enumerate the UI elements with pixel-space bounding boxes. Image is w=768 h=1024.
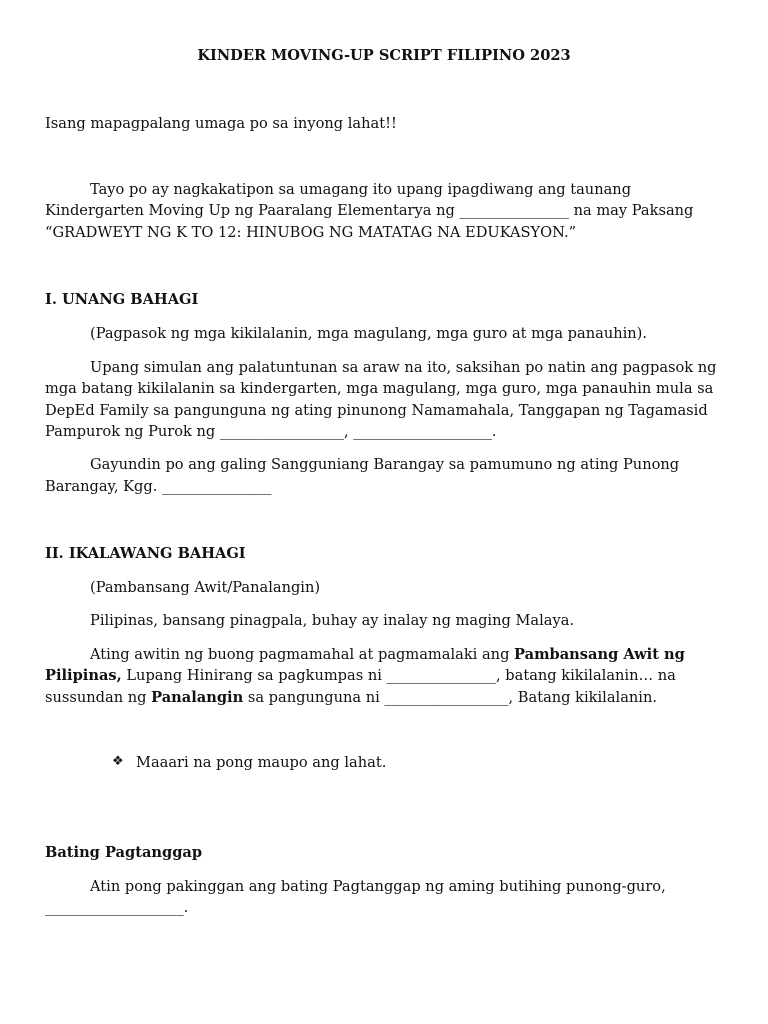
greeting-text: Isang mapagpalang umaga po sa inyong lahat!! — [45, 115, 397, 132]
intro-line-2: Kindergarten Moving Up ng Paaralang Elementarya ng _______________ na may Paksang — [45, 202, 694, 219]
section-3-paragraph-line-2: ___________________. — [45, 899, 189, 916]
anthem-title-bold-cont: Pilipinas, — [45, 667, 122, 684]
section-3-heading: Bating Pagtanggap — [45, 844, 203, 861]
prayer-title-bold: Panalangin — [151, 689, 244, 706]
intro-line-3: “GRADWEYT NG K TO 12: HINUBOG NG MATATAG NA EDUKASYON.” — [45, 224, 577, 241]
section-1-paragraph-1-line-2: mga batang kikilalanin sa kindergarten, mga magulang, mga guro, mga panauhin mula sa — [45, 380, 714, 397]
section-1-paragraph-2-line-1: Gayundin po ang galing Sangguniang Barangay sa pamumuno ng ating Punong — [90, 456, 680, 473]
diamond-bullet-icon: ❖ — [112, 754, 124, 769]
section-1-direction: (Pagpasok ng mga kikilalanin, mga magulang, mga guro at mga panauhin). — [90, 325, 648, 342]
section-2-paragraph-line-2 — [45, 665, 676, 687]
section-2-direction: (Pambansang Awit/Panalangin) — [90, 579, 321, 596]
section-2-heading: II. IKALAWANG BAHAGI — [45, 545, 246, 562]
bullet-text: Maaari na pong maupo ang lahat. — [136, 754, 387, 771]
section-2-paragraph-line-1 — [90, 644, 685, 666]
anthem-intro-text: Ating awitin ng buong pagmamahal at pagmamalaki ang — [90, 646, 515, 663]
section-2-paragraph-line-3 — [45, 687, 657, 709]
section-1-paragraph-1-line-1: Upang simulan ang palatuntunan sa araw na ito, saksihan po natin ang pagpasok ng — [90, 359, 717, 376]
section-1-paragraph-1-line-4: Pampurok ng Purok ng _________________, ___________________. — [45, 423, 497, 440]
anthem-title-bold: Pambansang Awit ng — [514, 646, 685, 663]
intro-line-1: Tayo po ay nagkakatipon sa umagang ito upang ipagdiwang ang taunang — [90, 181, 632, 198]
anthem-conductor-text: Lupang Hinirang sa pagkumpas ni _______________, batang kikilalanin… na — [121, 667, 676, 684]
section-1-paragraph-2-line-2: Barangay, Kgg. _______________ — [45, 478, 272, 495]
document-title: KINDER MOVING-UP SCRIPT FILIPINO 2023 — [197, 47, 571, 64]
section-2-verse: Pilipinas, bansang pinagpala, buhay ay inalay ng maging Malaya. — [90, 612, 575, 629]
prayer-leader-text: sa pangunguna ni _________________, Batang kikilalanin. — [243, 689, 658, 706]
prayer-intro-text: sussundan ng — [45, 689, 152, 706]
section-1-paragraph-1-line-3: DepEd Family sa pangunguna ng ating pinunong Namamahala, Tanggapan ng Tagamasid — [45, 402, 708, 419]
section-1-heading: I. UNANG BAHAGI — [45, 291, 199, 308]
section-3-paragraph-line-1: Atin pong pakinggan ang bating Pagtanggap ng aming butihing punong-guro, — [90, 878, 666, 895]
